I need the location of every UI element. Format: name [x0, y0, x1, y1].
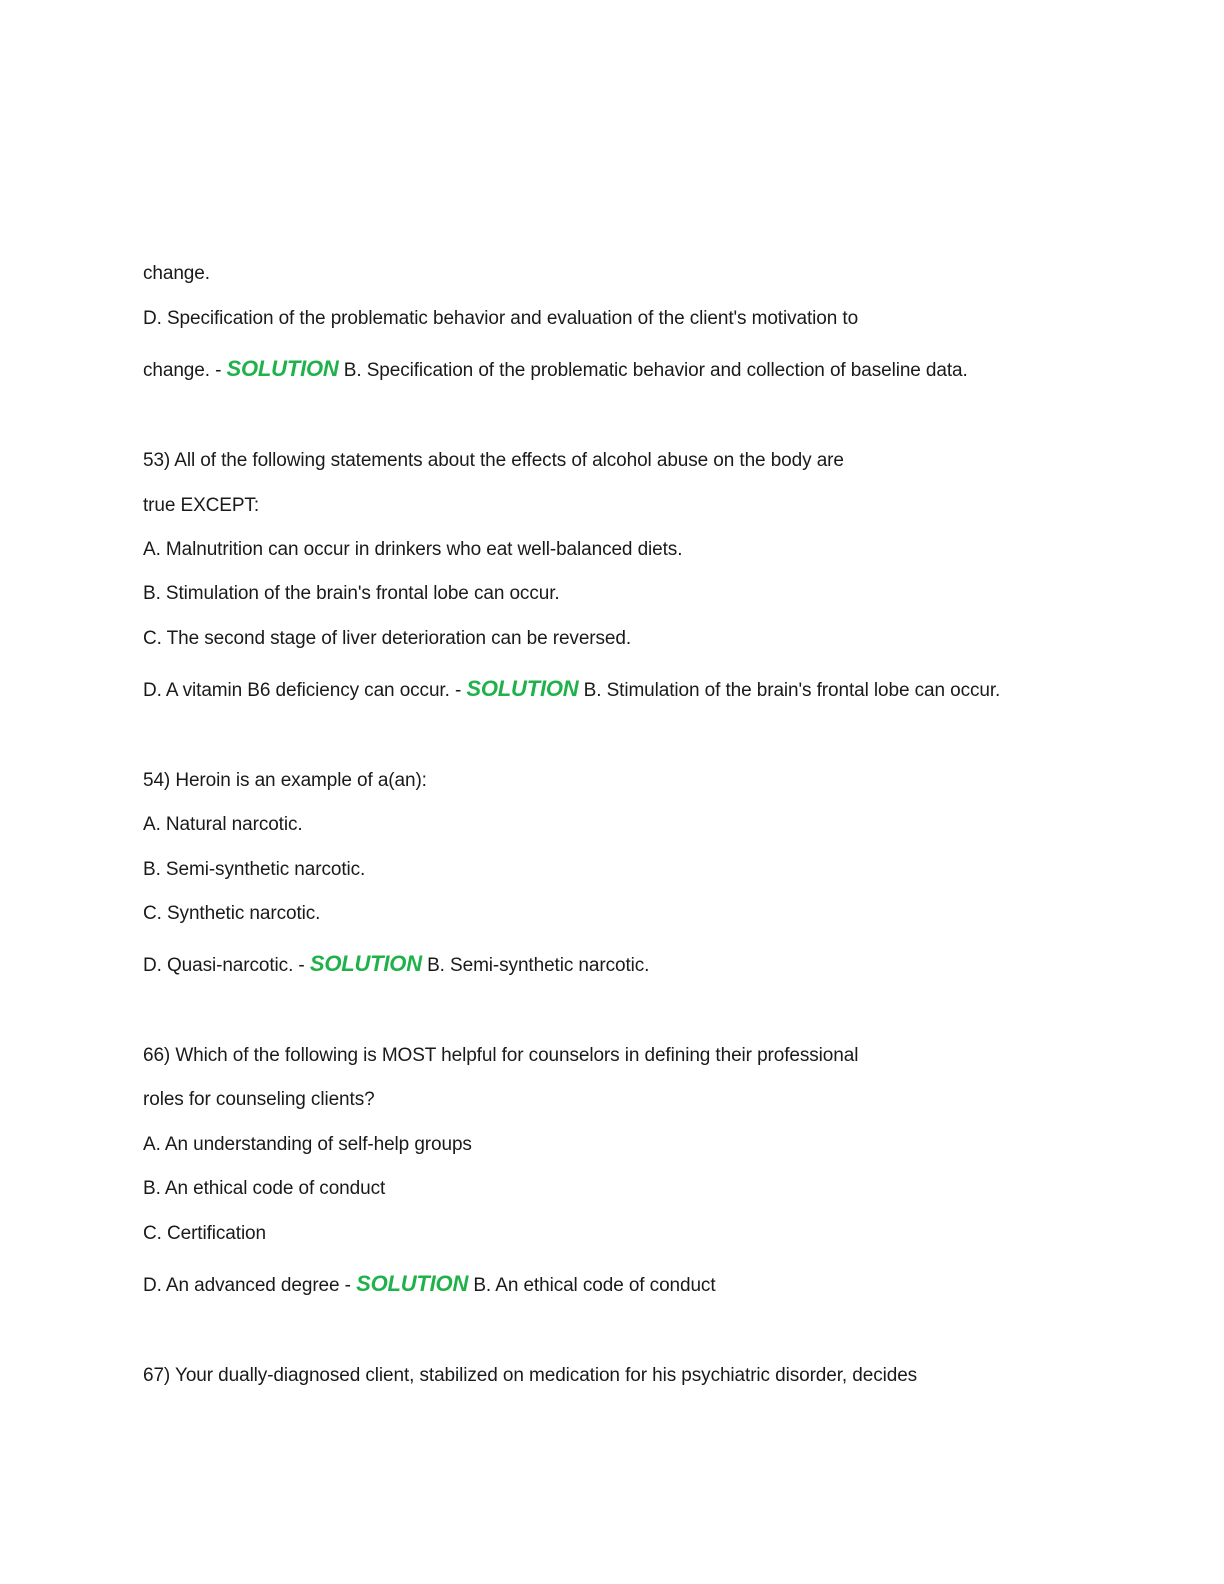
carryover-option-d: D. Specification of the problematic behavior and evaluation of the client's motivation to [143, 308, 859, 329]
question-53-option-a: A. Malnutrition can occur in drinkers who eat well-balanced diets. [143, 539, 683, 560]
question-54-option-c: C. Synthetic narcotic. [143, 903, 321, 924]
question-54-option-a: A. Natural narcotic. [143, 814, 303, 835]
answer-text: B. Specification of the problematic behavior and collection of baseline data. [343, 360, 968, 381]
solution-label: SOLUTION [466, 676, 579, 701]
answer-text: B. An ethical code of conduct [473, 1275, 716, 1296]
answer-text: B. Stimulation of the brain's frontal lobe can occur. [583, 680, 1001, 701]
carryover-answer-line [143, 357, 968, 383]
question-53-option-b: B. Stimulation of the brain's frontal lobe can occur. [143, 583, 560, 604]
question-53-answer-line [143, 677, 1000, 703]
question-54-option-b: B. Semi-synthetic narcotic. [143, 859, 366, 880]
solution-label: SOLUTION [226, 356, 339, 381]
carryover-text: change. [143, 263, 210, 284]
option-text: change. - [143, 360, 222, 381]
question-53-option-c: C. The second stage of liver deterioration can be reversed. [143, 628, 632, 649]
question-66-option-b: B. An ethical code of conduct [143, 1178, 386, 1199]
option-text: D. An advanced degree - [143, 1275, 351, 1296]
question-67-stem: 67) Your dually-diagnosed client, stabilized on medication for his psychiatric disorder, decides [143, 1365, 918, 1386]
question-66-answer-line [143, 1272, 716, 1298]
option-text: D. Quasi-narcotic. - [143, 955, 305, 976]
question-66-stem-cont: roles for counseling clients? [143, 1089, 375, 1110]
solution-label: SOLUTION [309, 951, 422, 976]
question-54-stem: 54) Heroin is an example of a(an): [143, 770, 427, 791]
question-66-option-c: C. Certification [143, 1223, 266, 1244]
question-53-stem-cont: true EXCEPT: [143, 495, 260, 516]
question-54-answer-line [143, 952, 649, 978]
question-66-option-a: A. An understanding of self-help groups [143, 1134, 472, 1155]
question-53-stem: 53) All of the following statements about the effects of alcohol abuse on the body are [143, 450, 844, 471]
answer-text: B. Semi-synthetic narcotic. [427, 955, 650, 976]
option-text: D. A vitamin B6 deficiency can occur. - [143, 680, 462, 701]
solution-label: SOLUTION [356, 1271, 469, 1296]
question-66-stem: 66) Which of the following is MOST helpful for counselors in defining their professional [143, 1045, 859, 1066]
